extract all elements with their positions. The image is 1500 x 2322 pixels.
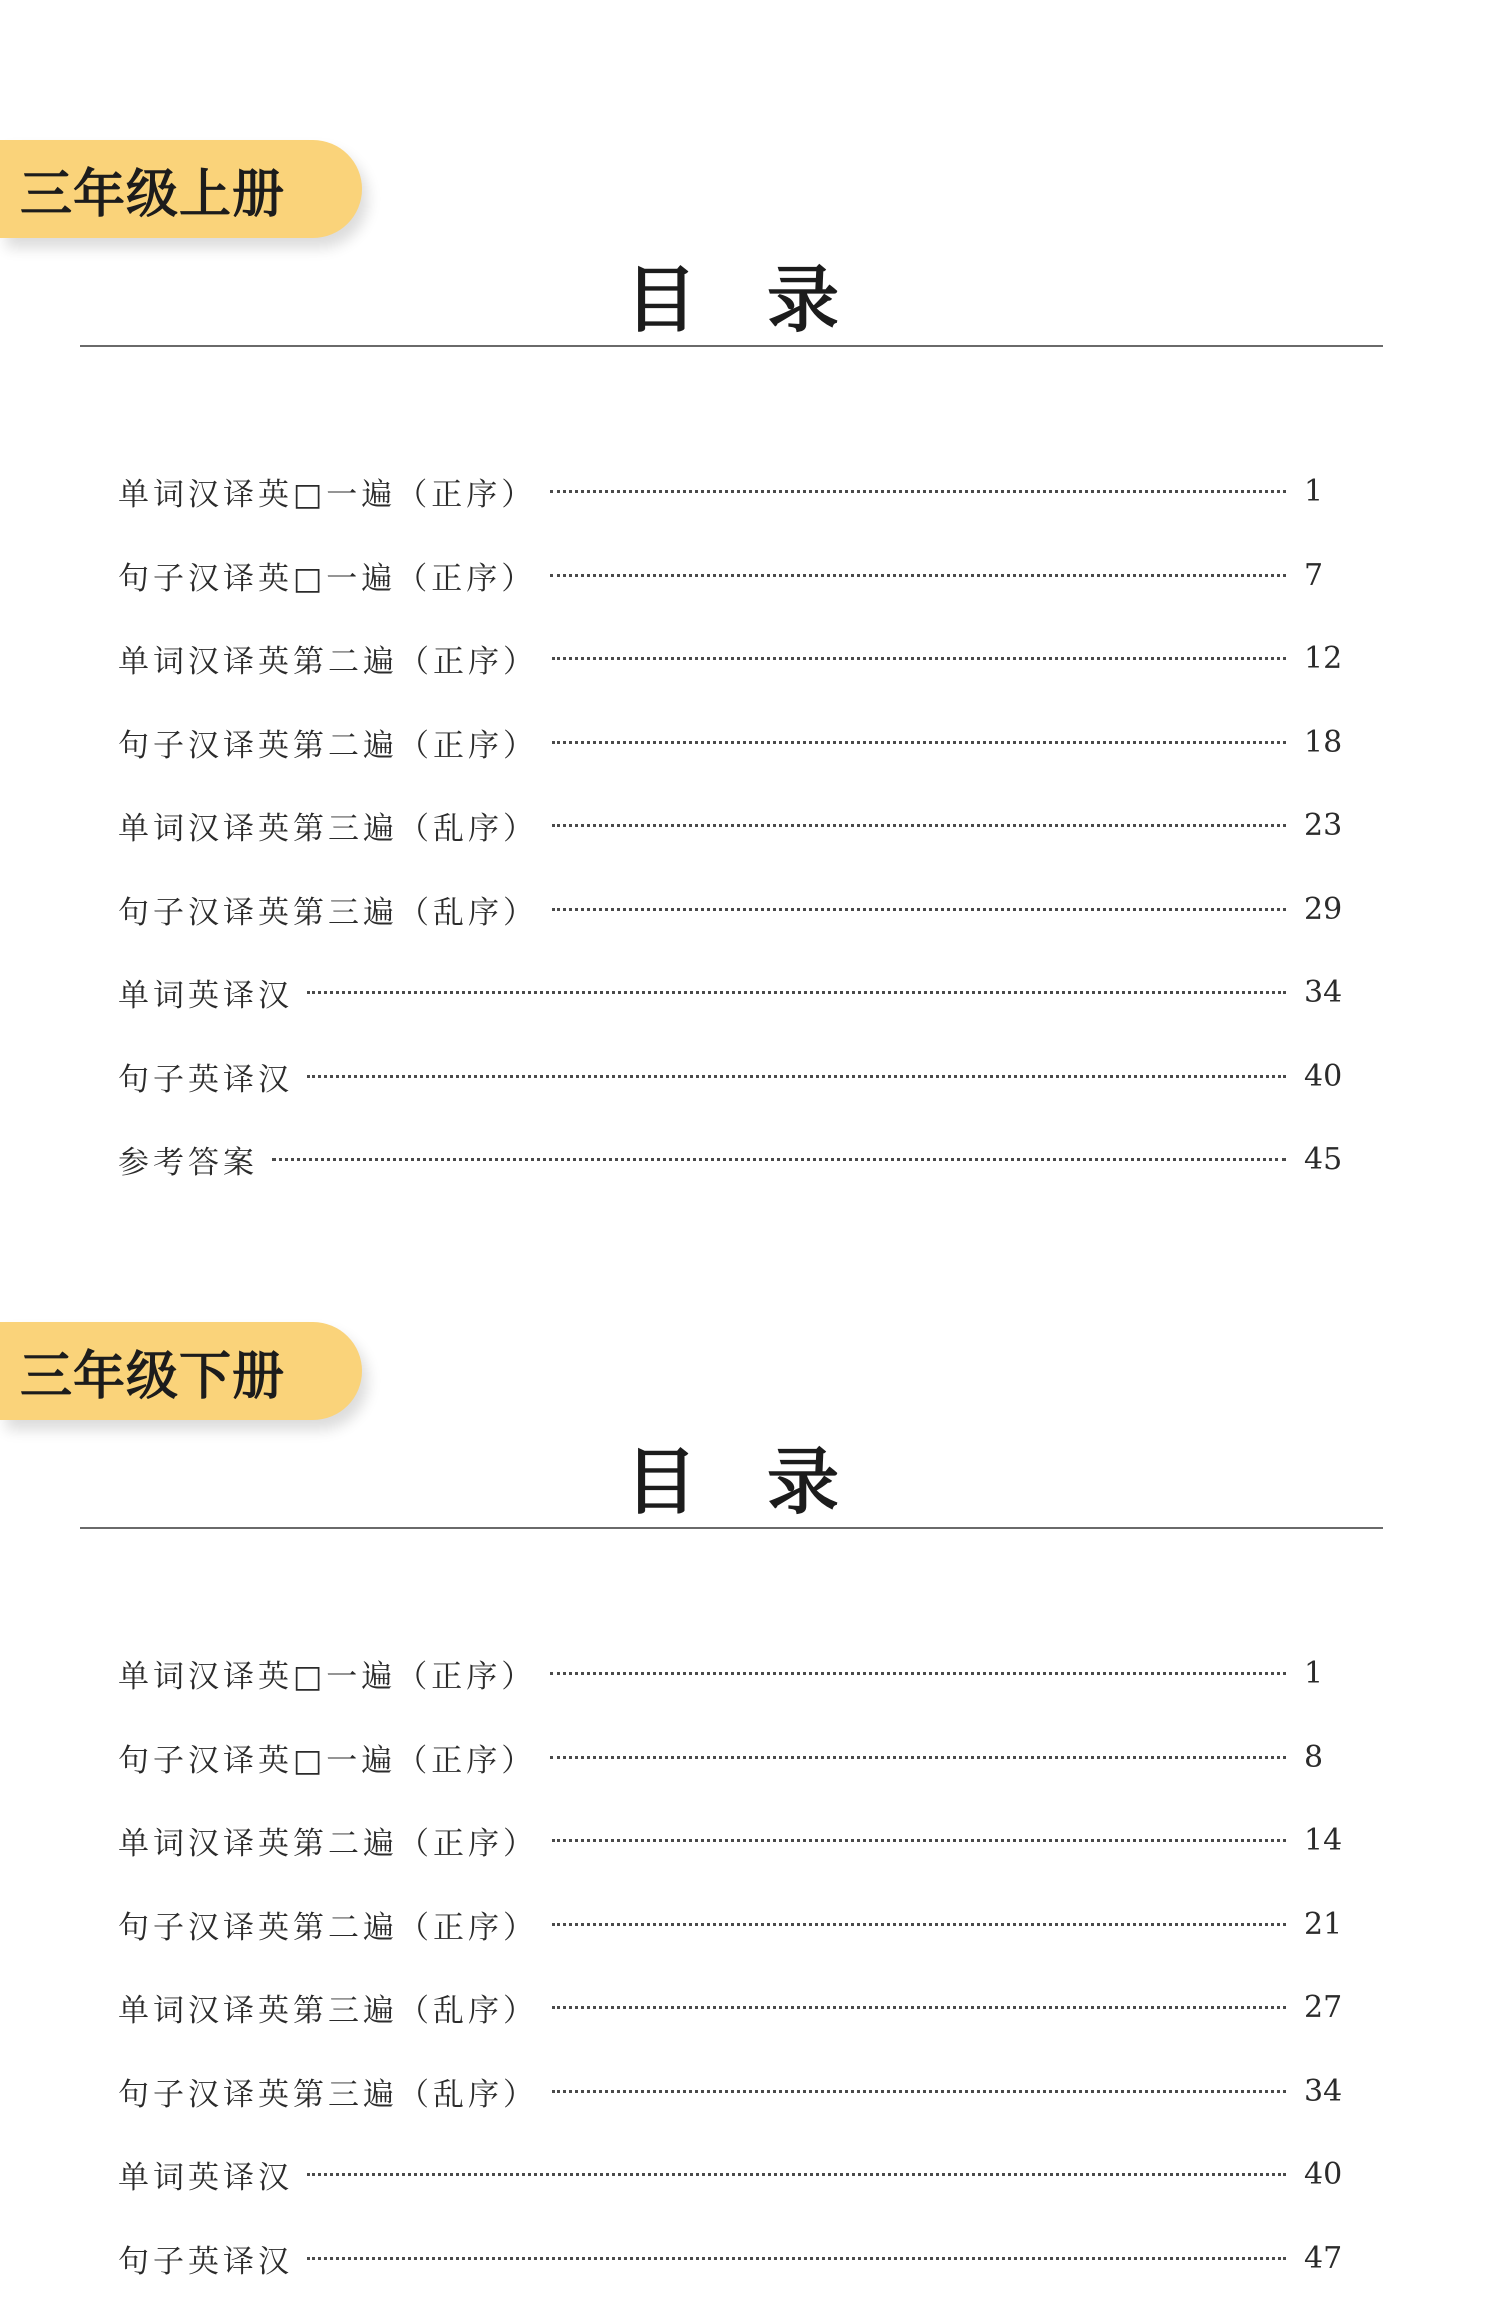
toc-entry[interactable]: [118, 1632, 1348, 1716]
toc-entry[interactable]: [118, 784, 1348, 868]
dot-leader: [550, 574, 1286, 577]
toc-entry-page: 29: [1304, 891, 1343, 927]
toc-entry-page: 18: [1304, 724, 1343, 760]
dot-leader: [550, 1756, 1286, 1759]
toc-entry-label: 句子汉译英□一遍（正序）: [118, 1742, 537, 1779]
toc-entry[interactable]: [118, 868, 1348, 952]
toc-entry-label: 句子英译汉: [118, 2243, 293, 2280]
toc-entry[interactable]: [118, 1799, 1348, 1883]
toc-entry-page: 34: [1304, 2073, 1343, 2109]
toc-entry-label: 句子汉译英第二遍（正序）: [118, 1909, 538, 1946]
dot-leader: [550, 490, 1286, 493]
toc-entry-label: 句子汉译英第三遍（乱序）: [118, 2076, 538, 2113]
dot-leader: [552, 908, 1286, 911]
toc-entry-label: 单词汉译英第三遍（乱序）: [118, 1993, 538, 2030]
toc-entry-label: 句子汉译英第三遍（乱序）: [118, 894, 538, 931]
toc-entry-label: 单词英译汉: [118, 2160, 293, 2197]
toc-entry-page: 8: [1304, 1739, 1324, 1775]
toc-entry-page: 21: [1304, 1906, 1343, 1942]
toc-entry-page: 40: [1304, 1058, 1343, 1094]
toc-title: 目录: [624, 258, 909, 342]
dot-leader: [272, 1158, 1286, 1161]
toc-entry[interactable]: [118, 450, 1348, 534]
toc-entry-page: 27: [1304, 1990, 1343, 2026]
toc-list: [118, 1632, 1348, 2300]
toc-entry[interactable]: [118, 2133, 1348, 2217]
toc-entry-page: 1: [1304, 1656, 1324, 1692]
grade-tab: 三年级上册: [0, 140, 362, 238]
toc-entry[interactable]: [118, 1035, 1348, 1119]
title-divider: [80, 345, 1383, 347]
toc-list: [118, 450, 1348, 1202]
toc-entry-label: 单词汉译英第二遍（正序）: [118, 644, 538, 681]
toc-entry-page: 7: [1304, 557, 1324, 593]
toc-entry[interactable]: [118, 1883, 1348, 1967]
dot-leader: [307, 2257, 1286, 2260]
toc-entry-page: 12: [1304, 641, 1343, 677]
toc-entry-label: 单词汉译英□一遍（正序）: [118, 1659, 537, 1696]
toc-entry-page: 47: [1304, 2240, 1343, 2276]
dot-leader: [552, 1839, 1286, 1842]
toc-entry-page: 14: [1304, 1823, 1343, 1859]
toc-entry[interactable]: [118, 617, 1348, 701]
toc-entry-page: 23: [1304, 808, 1343, 844]
toc-entry-page: 45: [1304, 1142, 1343, 1178]
dot-leader: [552, 1923, 1286, 1926]
toc-entry[interactable]: [118, 1966, 1348, 2050]
dot-leader: [552, 2090, 1286, 2093]
toc-entry-label: 单词英译汉: [118, 978, 293, 1015]
dot-leader: [307, 2173, 1286, 2176]
toc-title: 目录: [624, 1440, 909, 1524]
toc-entry[interactable]: [118, 951, 1348, 1035]
toc-entry[interactable]: [118, 2050, 1348, 2134]
dot-leader: [550, 1672, 1286, 1675]
toc-entry[interactable]: [118, 2217, 1348, 2301]
toc-entry[interactable]: [118, 1716, 1348, 1800]
toc-entry-label: 参考答案: [118, 1145, 258, 1182]
toc-entry-label: 单词汉译英第二遍（正序）: [118, 1826, 538, 1863]
toc-entry-label: 单词汉译英第三遍（乱序）: [118, 811, 538, 848]
grade-tab: 三年级下册: [0, 1322, 362, 1420]
toc-entry-label: 单词汉译英□一遍（正序）: [118, 477, 537, 514]
dot-leader: [552, 2006, 1286, 2009]
toc-entry-label: 句子英译汉: [118, 1061, 293, 1098]
dot-leader: [552, 741, 1286, 744]
toc-entry-page: 1: [1304, 474, 1324, 510]
toc-entry-page: 40: [1304, 2157, 1343, 2193]
toc-entry-page: 34: [1304, 975, 1343, 1011]
toc-entry[interactable]: [118, 534, 1348, 618]
title-divider: [80, 1527, 1383, 1529]
toc-entry[interactable]: [118, 701, 1348, 785]
toc-entry-label: 句子汉译英□一遍（正序）: [118, 560, 537, 597]
dot-leader: [307, 1075, 1286, 1078]
toc-entry[interactable]: [118, 1118, 1348, 1202]
dot-leader: [307, 991, 1286, 994]
dot-leader: [552, 657, 1286, 660]
toc-entry-label: 句子汉译英第二遍（正序）: [118, 727, 538, 764]
dot-leader: [552, 824, 1286, 827]
